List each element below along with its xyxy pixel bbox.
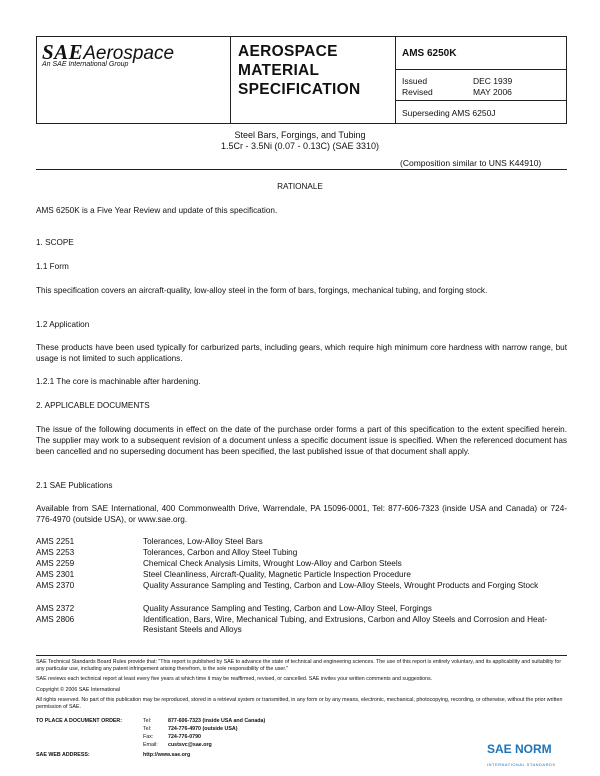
tel2-value: 724-776-4970 (outside USA) [168, 726, 238, 732]
header-divider [395, 36, 396, 124]
header-divider [230, 36, 231, 124]
section-heading: 1. SCOPE [36, 238, 74, 247]
header-divider [395, 69, 567, 70]
tel1-label: Tel: [143, 718, 152, 724]
document-number: AMS 6250K [402, 48, 457, 59]
section-heading: 1.2 Application [36, 320, 90, 329]
subject-title: Steel Bars, Forgings, and Tubing [234, 130, 366, 140]
reference-title: Identification, Bars, Wire, Mechanical Tubing, and Extrusions, Carbon and Alloy Steels and Corrosion and Heat-Resistant Steels and Alloys [143, 615, 548, 634]
composition-note: (Composition similar to UNS K44910) [400, 158, 542, 168]
issued-label: Issued [402, 76, 428, 86]
footer-divider [36, 655, 567, 656]
sae-norm-watermark [487, 740, 552, 758]
tel2-label: Tel: [143, 726, 152, 732]
reference-code: AMS 2251 [36, 537, 75, 546]
web-label: SAE WEB ADDRESS: [36, 752, 90, 758]
email-value[interactable]: custsvc@sae.org [168, 742, 212, 748]
footer-copyright: Copyright © 2006 SAE International [36, 687, 120, 693]
reference-code: AMS 2301 [36, 570, 75, 579]
subject-composition: 1.5Cr - 3.5Ni (0.07 - 0.13C) (SAE 3310) [220, 141, 380, 151]
watermark-subtitle: INTERNATIONAL STANDARDS [487, 762, 556, 767]
footer-rights-text: All rights reserved. No part of this publication may be reproduced, stored in a retrieval system or transmitted, in any form or by any means, electronic, mechanical, photocopying, recording, or otherwise, without the prior written permission of SAE. [36, 697, 563, 710]
reference-title: Tolerances, Carbon and Alloy Steel Tubing [143, 548, 298, 557]
section-heading: 1.2.1 The core is machinable after hardening. [36, 377, 201, 386]
logo-subtitle: An SAE International Group [42, 61, 129, 68]
divider-line [36, 169, 567, 170]
document-type-title [238, 42, 360, 99]
reference-code: AMS 2372 [36, 604, 75, 613]
header-divider [395, 100, 567, 101]
rationale-text: AMS 6250K is a Five Year Review and update of this specification. [36, 206, 278, 215]
superseding-text: Superseding AMS 6250J [402, 108, 496, 118]
fax-value: 724-776-0790 [168, 734, 201, 740]
fax-label: Fax: [143, 734, 154, 740]
revised-label: Revised [402, 87, 433, 97]
reference-title: Steel Cleanliness, Aircraft-Quality, Magnetic Particle Inspection Procedure [143, 570, 411, 579]
watermark-text: SAE NORM [487, 742, 552, 756]
title-line: AEROSPACE [238, 43, 338, 60]
rationale-heading: RATIONALE [277, 182, 323, 191]
reference-code: AMS 2259 [36, 559, 75, 568]
paragraph: Available from SAE International, 400 Commonwealth Drive, Warrendale, PA 15096-0001, Tel: 877-606-7323 (inside USA and Canada) or 724-776-4970 (outside USA), or www.sae.org. [36, 504, 567, 524]
reference-code: AMS 2370 [36, 581, 75, 590]
title-line: MATERIAL [238, 62, 320, 79]
email-label: Email: [143, 742, 158, 748]
section-heading: 1.1 Form [36, 262, 69, 271]
reference-code: AMS 2806 [36, 615, 75, 624]
paragraph: The issue of the following documents in effect on the date of the purchase order forms a part of this specification to the extent specified herein. The supplier may work to a subsequent revision of a document unless a specific document issue is specified. When the referenced document has been cancelled and no superseding document has been specified, the last published issue of that document shall apply. [36, 425, 567, 456]
reference-title: Tolerances, Low-Alloy Steel Bars [143, 537, 263, 546]
tel1-value: 877-606-7323 (inside USA and Canada) [168, 718, 266, 724]
title-line: SPECIFICATION [238, 81, 361, 98]
footer-rules-text: SAE Technical Standards Board Rules provide that: "This report is published by SAE to advance the state of technical and engineering sciences. The use of this report is entirely voluntary, and its applicability and suitability for any particular use, including any patent infringement arising therefrom, is the sole responsibility of the user." [36, 659, 562, 672]
reference-title: Quality Assurance Sampling and Testing, Carbon and Low-Alloy Steel, Forgings [143, 604, 432, 613]
order-label: TO PLACE A DOCUMENT ORDER: [36, 718, 123, 724]
logo-aerospace-text: Aerospace [83, 43, 175, 64]
reference-title: Chemical Check Analysis Limits, Wrought Low-Alloy and Carbon Steels [143, 559, 402, 568]
section-heading: 2.1 SAE Publications [36, 481, 113, 490]
paragraph: This specification covers an aircraft-quality, low-alloy steel in the form of bars, forgings, mechanical tubing, and forging stock. [36, 286, 488, 295]
issued-value: DEC 1939 [473, 76, 513, 86]
reference-code: AMS 2253 [36, 548, 75, 557]
reference-title: Quality Assurance Sampling and Testing, Carbon and Low-Alloy Steels, Wrought Products and Forging Stock [143, 581, 539, 590]
section-heading: 2. APPLICABLE DOCUMENTS [36, 401, 150, 410]
footer-review-text: SAE reviews each technical report at least every five years at which time it may be reaffirmed, revised, or cancelled. SAE invites your written comments and suggestions. [36, 676, 433, 682]
revised-value: MAY 2006 [473, 87, 512, 97]
web-value[interactable]: http://www.sae.org [143, 752, 191, 758]
logo-sae-text: SAE [42, 40, 84, 64]
paragraph: These products have been used typically for carburized parts, including gears, which require high minimum core hardness with narrow range, but usage is not limited to such applications. [36, 343, 567, 363]
